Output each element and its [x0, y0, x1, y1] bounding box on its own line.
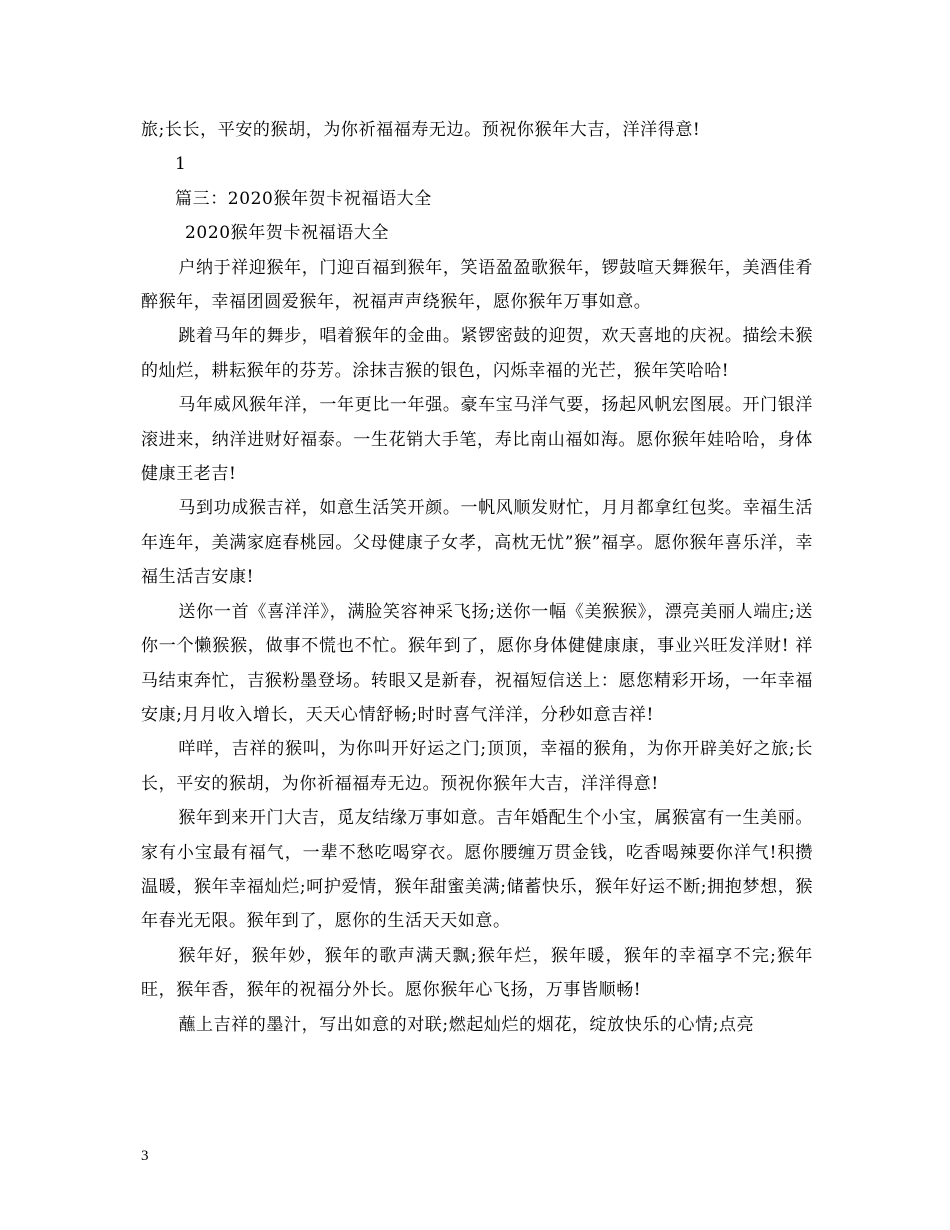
- paragraph: 2020猴年贺卡祝福语大全: [185, 223, 390, 244]
- paragraph: 猴年到来开门大吉，觅友结缘万事如意。吉年婚配生个小宝，属猴富有一生美丽。家有小宝最有福气，一辈不愁吃喝穿衣。愿你腰缠万贯金钱，吃香喝辣要你洋气!积攒温暖，猴年幸福灿烂;呵护爱情，猴年甜蜜美满;储蓄快乐，猴年好运不断;拥抱梦想，猴年春光无限。猴年到了，愿你的生活天天如意。: [141, 808, 813, 932]
- paragraph: 旅;长长，平安的猴胡，为你祈福福寿无边。预祝你猴年大吉，洋洋得意!: [141, 120, 701, 140]
- page-number: 3: [141, 1148, 149, 1164]
- paragraph: 跳着马年的舞步，唱着猴年的金曲。紧锣密鼓的迎贺，欢天喜地的庆祝。描绘未猴的灿烂，耕耘猴年的芬芳。涂抹吉猴的银色，闪烁幸福的光芒，猴年笑哈哈!: [141, 326, 813, 381]
- paragraph: 篇三：2020猴年贺卡祝福语大全: [175, 188, 432, 209]
- paragraph: 送你一首《喜洋洋》，满脸笑容神采飞扬;送你一幅《美猴猴》，漂亮美丽人端庄;送你一个懒猴猴，做事不慌也不忙。猴年到了，愿你身体健健康康，事业兴旺发洋财! 祥马结束奔忙，吉猴粉墨登场。转眼又是新春，祝福短信送上：愿您精彩开场，一年幸福安康;月月收入增长，天天心情舒畅;时时喜气洋洋，分秒如意吉祥!: [141, 601, 813, 725]
- paragraph: 户纳于祥迎猴年，门迎百福到猴年，笑语盈盈歌猴年，锣鼓喧天舞猴年，美酒佳肴醉猴年，幸福团圆爱猴年，祝福声声绕猴年，愿你猴年万事如意。: [141, 257, 813, 313]
- paragraph: 马年威风猴年洋，一年更比一年强。豪车宝马洋气要，扬起风帆宏图展。开门银洋滚进来，纳洋进财好福泰。一生花销大手笔，寿比南山福如海。愿你猴年娃哈哈，身体健康王老吉!: [141, 395, 813, 485]
- paragraph: 猴年好，猴年妙，猴年的歌声满天飘;猴年烂，猴年暖，猴年的幸福享不完;猴年旺，猴年香，猴年的祝福分外长。愿你猴年心飞扬，万事皆顺畅!: [141, 945, 813, 1001]
- paragraph: 1: [175, 154, 187, 175]
- paragraph: 咩咩，吉祥的猴叫，为你叫开好运之门;顶顶，幸福的猴角，为你开辟美好之旅;长长，平安的猴胡，为你祈福福寿无边。预祝你猴年大吉，洋洋得意!: [141, 739, 813, 794]
- paragraph: 蘸上吉祥的墨汁，写出如意的对联;燃起灿烂的烟花，绽放快乐的心情;点亮: [178, 1014, 755, 1035]
- document-body: [141, 113, 813, 1042]
- paragraph: 马到功成猴吉祥，如意生活笑开颜。一帆风顺发财忙，月月都拿红包奖。幸福生活年连年，美满家庭春桃园。父母健康子女孝，高枕无忧”猴”福享。愿你猴年喜乐洋，幸福生活吉安康!: [141, 498, 813, 588]
